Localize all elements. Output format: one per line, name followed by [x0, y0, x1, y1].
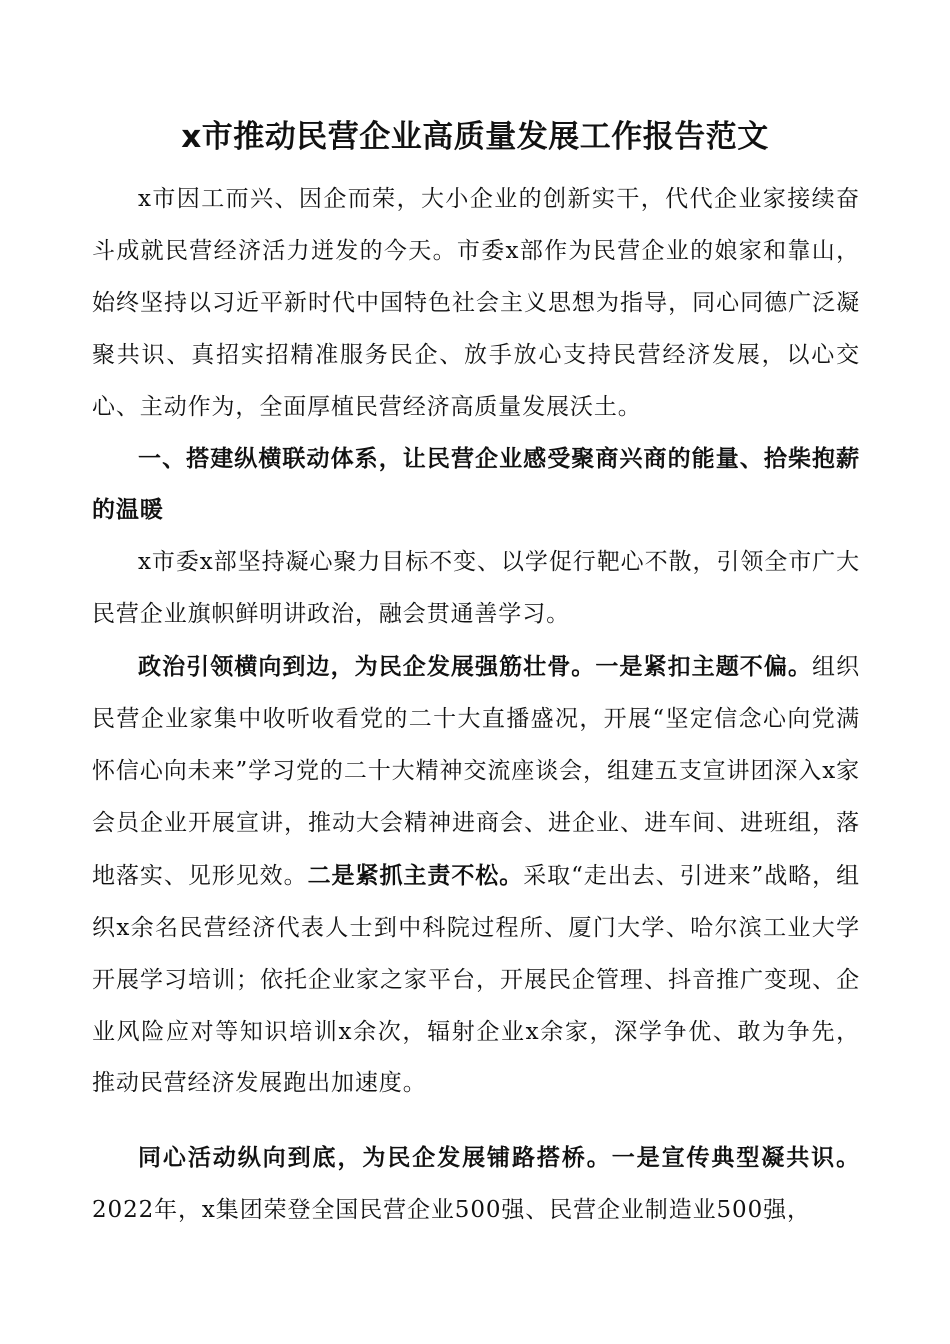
paragraph-gap [92, 1110, 860, 1132]
section-heading: 一、搭建纵横联动体系，让民营企业感受聚商兴商的能量、拾柴抱薪的温暖 [92, 445, 860, 524]
paragraph-text: 2022年，x集团荣登全国民营企业500强、民营企业制造业500强， [92, 1197, 811, 1224]
paragraph-lead-bold: 政治引领横向到边，为民企发展强筋壮骨。一是紧扣主题不偏。 [138, 653, 813, 681]
paragraph-lead-bold: 二是紧抓主责不松。 [307, 861, 524, 889]
political-guidance-paragraph [92, 641, 860, 1110]
document-body [92, 174, 860, 1237]
concentric-activity-paragraph [92, 1132, 860, 1237]
intro-paragraph: x市因工而兴、因企而荣，大小企业的创新实干，代代企业家接续奋斗成就民营经济活力迸发的今天。市委x部作为民营企业的娘家和靠山，始终坚持以习近平新时代中国特色社会主义思想为指导，同心同德广泛凝聚共识、真招实招精准服务民企、放手放心支持民营经济发展，以心交心、主动作为，全面厚植民营经济高质量发展沃土。 [92, 186, 860, 420]
paragraph-text: 采取“走出去、引进来”战略，组织x余名民营经济代表人士到中科院过程所、厦门大学、哈尔滨工业大学开展学习培训；依托企业家之家平台，开展民企管理、抖音推广变现、企业风险应对等知识培训x余次，辐射企业x余家，深学争优、敢为争先，推动民营经济发展跑出加速度。 [92, 862, 860, 1097]
document-title: x市推动民营企业高质量发展工作报告范文 [181, 119, 769, 155]
section-intro-paragraph: x市委x部坚持凝心聚力目标不变、以学促行靶心不散，引领全市广大民营企业旗帜鲜明讲政治，融会贯通善学习。 [92, 549, 860, 628]
paragraph-lead-bold: 同心活动纵向到底，为民企发展铺路搭桥。一是宣传典型凝共识。 [138, 1144, 860, 1172]
paragraph-text: 组织民营企业家集中收听收看党的二十大直播盛况，开展“坚定信念心向党满怀信心向未来”学习党的二十大精神交流座谈会，组建五支宣讲团深入x家会员企业开展宣讲，推动大会精神进商会、进企业、进车间、进班组，落地落实、见形见效。 [92, 654, 860, 889]
